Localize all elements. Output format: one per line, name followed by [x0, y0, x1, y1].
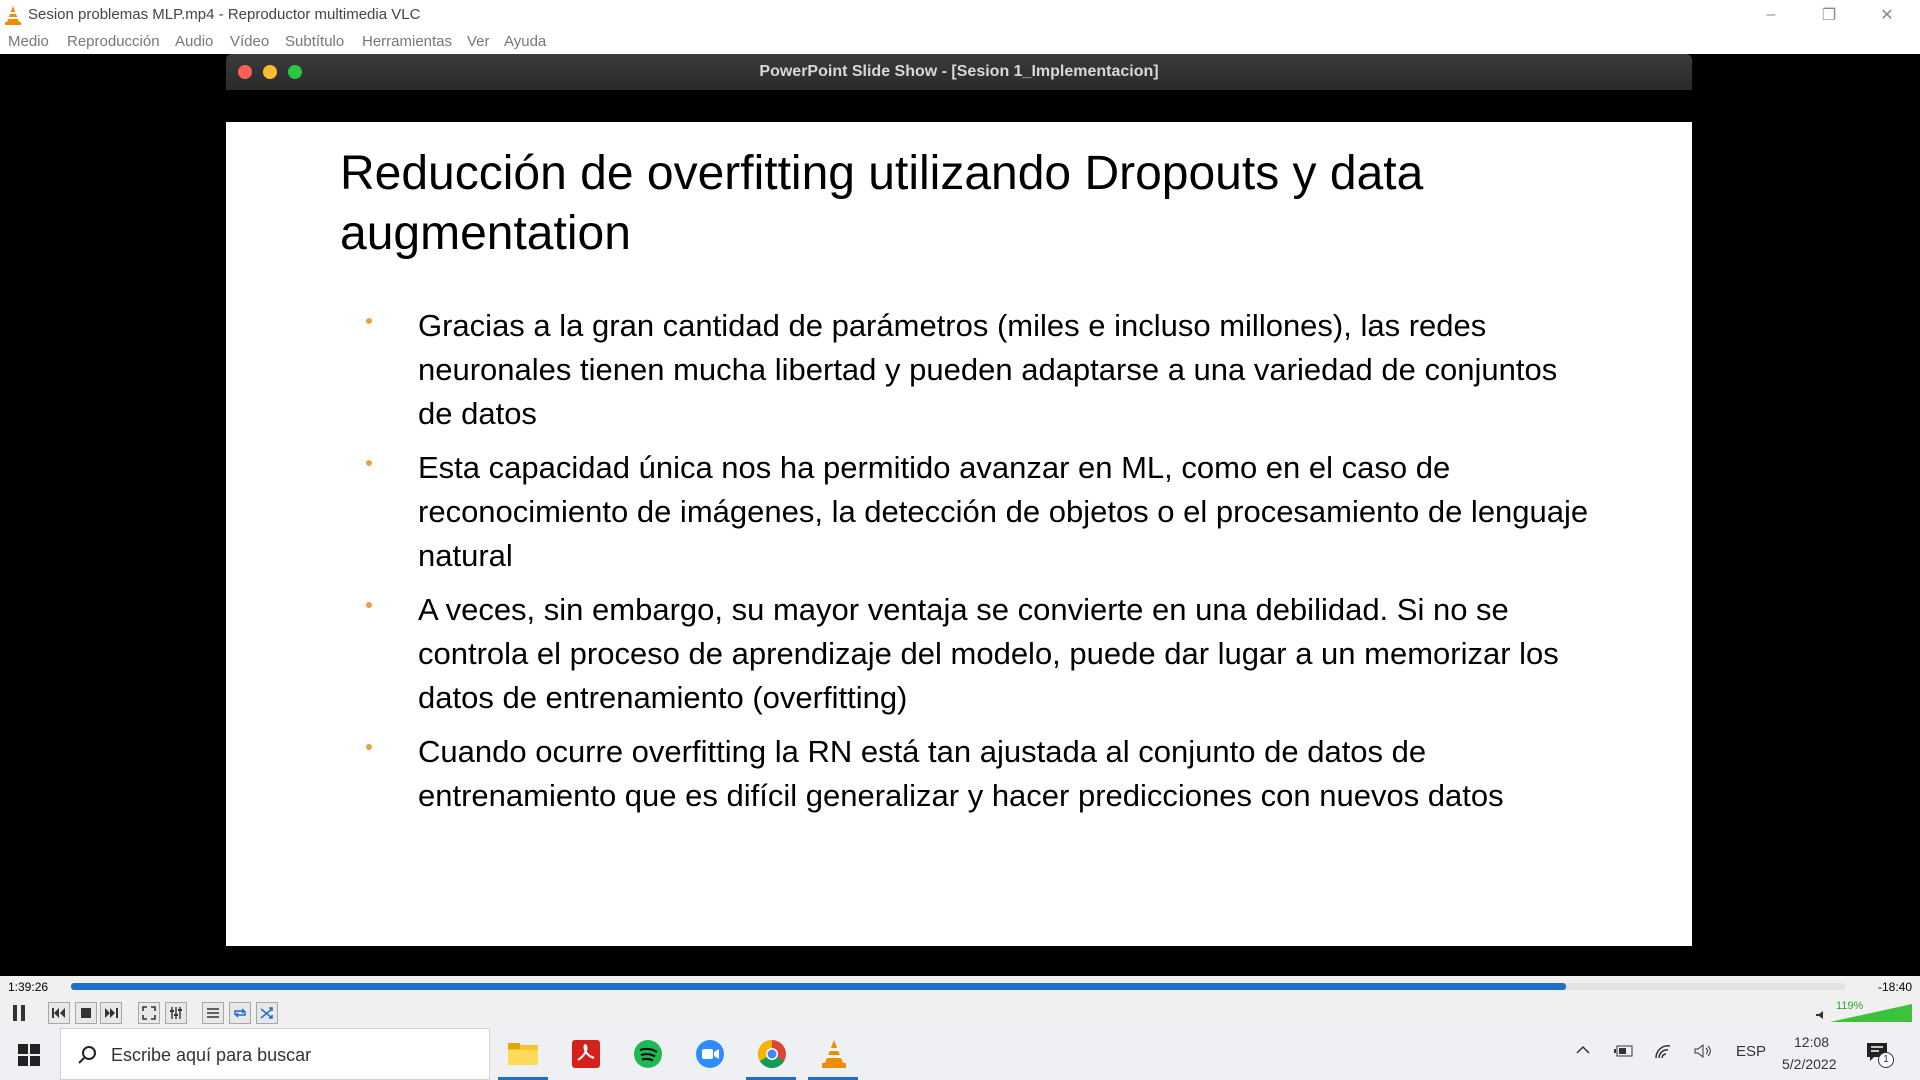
next-button[interactable]: [100, 1002, 122, 1024]
bullet-text: Esta capacidad única nos ha permitido avanzar en ML, como en el caso de reconocimiento de imágenes, la detección de objetos o el procesamiento de lenguaje natural: [418, 450, 1589, 573]
window-title: Sesion problemas MLP.mp4 - Reproductor multimedia VLC: [28, 6, 421, 23]
stop-button[interactable]: [75, 1002, 97, 1024]
bullet-dot-icon: [366, 460, 372, 466]
previous-icon: [52, 1008, 66, 1018]
loop-button[interactable]: [229, 1002, 251, 1024]
notification-count: 1: [1878, 1052, 1894, 1068]
pause-icon: [11, 1004, 27, 1022]
close-button[interactable]: ✕: [1880, 7, 1894, 24]
slide-title: Reducción de overfitting utilizando Dropouts y data augmentation: [340, 147, 1424, 260]
speaker-icon: [1816, 1011, 1823, 1019]
time-elapsed[interactable]: 1:39:26: [8, 980, 49, 994]
battery-icon: [1614, 1044, 1634, 1058]
search-icon: [77, 1045, 97, 1065]
fullscreen-icon: [142, 1006, 156, 1020]
taskbar: [0, 1028, 1920, 1080]
menu-audio[interactable]: Audio: [175, 33, 214, 50]
menu-medio[interactable]: Medio: [8, 33, 49, 50]
slide-bullet: [418, 730, 1598, 818]
windows-logo-icon: [18, 1044, 40, 1066]
language-indicator[interactable]: ESP: [1736, 1043, 1767, 1060]
zoom-button[interactable]: [692, 1036, 728, 1072]
folder-icon: [508, 1041, 538, 1067]
slide-bullet: [418, 304, 1598, 436]
vlc-button[interactable]: [816, 1036, 852, 1072]
bullet-text: Cuando ocurre overfitting la RN está tan ajustada al conjunto de datos de entrenamiento que es difícil generalizar y hacer predicciones con nuevos datos: [418, 734, 1504, 813]
presentation-titlebar: [226, 54, 1692, 90]
chrome-icon: [757, 1039, 787, 1069]
title-bar: [0, 0, 1920, 30]
clock-date[interactable]: 5/2/2022: [1782, 1056, 1837, 1072]
bullet-text: Gracias a la gran cantidad de parámetros (miles e incluso millones), las redes neuronales tienen mucha libertad y pueden adaptarse a una variedad de conjuntos de datos: [418, 308, 1558, 431]
slide-bullet: [418, 588, 1598, 720]
equalizer-icon: [169, 1006, 183, 1020]
stop-icon: [81, 1008, 91, 1018]
vlc-icon: [820, 1039, 848, 1069]
loop-icon: [232, 1006, 248, 1020]
volume-control[interactable]: [1814, 1002, 1914, 1024]
notifications-button[interactable]: [1866, 1042, 1888, 1066]
tray-overflow-button[interactable]: [1575, 1042, 1591, 1062]
pause-button[interactable]: [8, 1002, 30, 1024]
fullscreen-button[interactable]: [138, 1002, 160, 1024]
menu-subtitulo[interactable]: Subtítulo: [285, 33, 345, 50]
maximize-button[interactable]: ❐: [1821, 7, 1837, 24]
battery-button[interactable]: [1614, 1044, 1634, 1062]
next-icon: [104, 1008, 118, 1018]
volume-tray-button[interactable]: [1693, 1042, 1713, 1064]
menu-herramientas[interactable]: Herramientas: [362, 33, 453, 50]
spotify-icon: [633, 1039, 663, 1069]
search-placeholder: Escribe aquí para buscar: [111, 1045, 312, 1065]
volume-label: 119%: [1836, 1000, 1864, 1012]
seek-bar[interactable]: [71, 983, 1845, 990]
time-remaining[interactable]: -18:40: [1877, 980, 1912, 994]
extended-settings-button[interactable]: [165, 1002, 187, 1024]
shuffle-button[interactable]: [256, 1002, 278, 1024]
zoom-icon: [695, 1039, 725, 1069]
slide: [226, 122, 1692, 946]
bullet-dot-icon: [366, 744, 372, 750]
menu-reproduccion[interactable]: Reproducción: [67, 33, 160, 50]
bullet-dot-icon: [366, 318, 372, 324]
volume-slider-graphic: [1814, 1002, 1914, 1024]
bullet-text: A veces, sin embargo, su mayor ventaja se convierte en una debilidad. Si no se controla el proceso de aprendizaje del modelo, puede dar lugar a un memorizar los datos de entrenamiento (overfitting): [418, 592, 1559, 715]
clock-time[interactable]: 12:08: [1794, 1034, 1830, 1050]
shuffle-icon: [260, 1006, 274, 1020]
slide-bullet: [418, 446, 1598, 578]
chevron-up-icon: [1575, 1042, 1591, 1058]
presentation-title: PowerPoint Slide Show - [Sesion 1_Implementacion]: [759, 63, 1159, 80]
acrobat-button[interactable]: [568, 1036, 604, 1072]
player-controls: [0, 976, 1920, 1028]
spotify-button[interactable]: [630, 1036, 666, 1072]
taskbar-search[interactable]: [60, 1028, 490, 1080]
presentation-window: [226, 54, 1692, 978]
vlc-cone-icon: [4, 5, 22, 25]
seek-bar-fill: [71, 983, 1566, 990]
menu-bar: [0, 30, 1920, 54]
previous-button[interactable]: [48, 1002, 70, 1024]
network-button[interactable]: [1654, 1042, 1674, 1064]
menu-ver[interactable]: Ver: [467, 33, 490, 50]
start-button[interactable]: [18, 1044, 40, 1071]
video-area[interactable]: [0, 54, 1920, 976]
playlist-icon: [206, 1007, 220, 1019]
playlist-button[interactable]: [202, 1002, 224, 1024]
speaker-icon: [1693, 1042, 1713, 1060]
file-explorer-button[interactable]: [505, 1036, 541, 1072]
menu-video[interactable]: Vídeo: [230, 33, 270, 50]
minimize-button[interactable]: –: [1766, 6, 1776, 23]
bullet-dot-icon: [366, 602, 372, 608]
acrobat-icon: [572, 1040, 600, 1068]
wifi-icon: [1654, 1042, 1674, 1060]
chrome-button[interactable]: [754, 1036, 790, 1072]
menu-ayuda[interactable]: Ayuda: [504, 33, 547, 50]
